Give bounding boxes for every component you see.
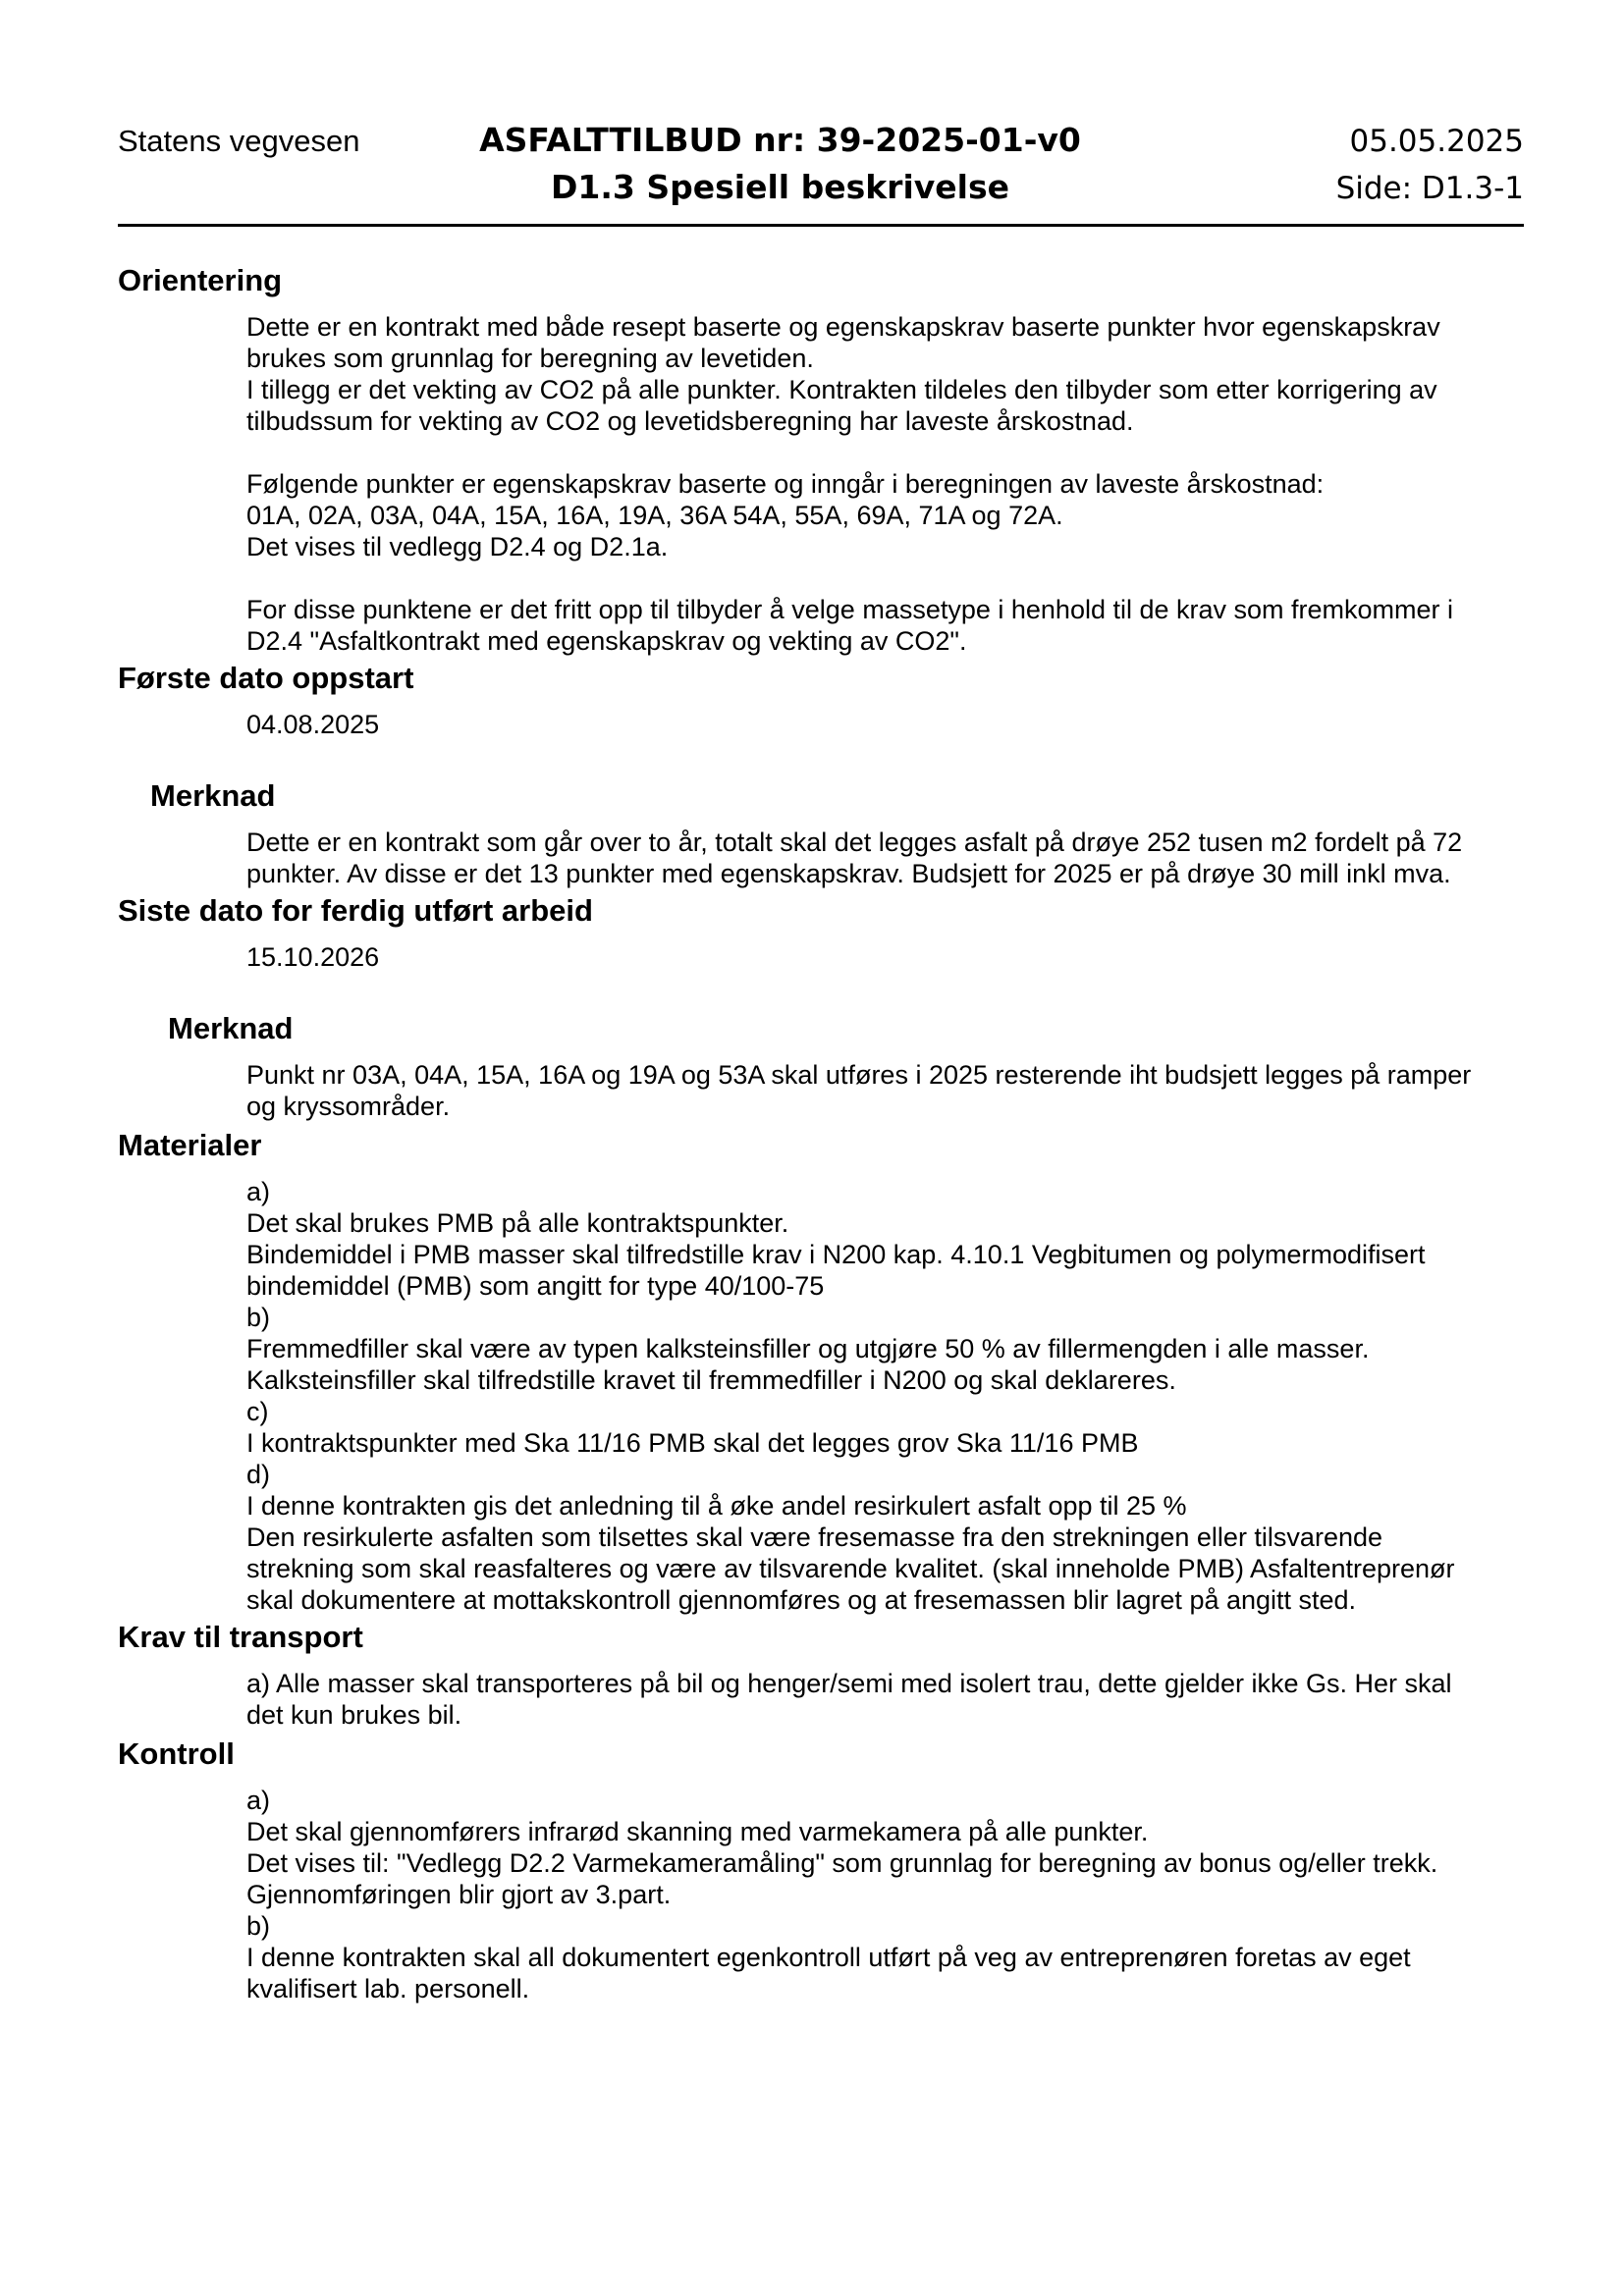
document-title: ASFALTTILBUD nr: 39-2025-01-v0 (479, 121, 1081, 159)
text-line: a) (246, 1786, 271, 1815)
text-line: Det vises til vedlegg D2.4 og D2.1a. (246, 532, 669, 561)
section-heading-transport: Krav til transport (118, 1620, 363, 1654)
text-line: Dette er en kontrakt som går over to år, totalt skal det legges asfalt på drøye 252 tusen m2 fordelt på 72 (246, 828, 1463, 857)
section-body-materialer (246, 1176, 1533, 1616)
section-body-orientering (246, 311, 1533, 657)
document-subtitle: D1.3 Spesiell beskrivelse (551, 168, 1009, 206)
text-line: d) (246, 1460, 271, 1489)
text-line: tilbudssum for vekting av CO2 og levetidsberegning har laveste årskostnad. (246, 406, 1134, 436)
section-heading-kontroll: Kontroll (118, 1736, 235, 1771)
text-line: Punkt nr 03A, 04A, 15A, 16A og 19A og 53A skal utføres i 2025 resterende iht budsjett legges på ramper (246, 1060, 1472, 1090)
text-line: 01A, 02A, 03A, 04A, 15A, 16A, 19A, 36A 54A, 55A, 69A, 71A og 72A. (246, 501, 1063, 530)
text-line: og kryssområder. (246, 1092, 451, 1121)
text-line: Kalksteinsfiller skal tilfredstille kravet til fremmedfiller i N200 og skal deklareres. (246, 1365, 1176, 1395)
text-line: D2.4 "Asfaltkontrakt med egenskapskrav og vekting av CO2". (246, 626, 967, 656)
text-line: Det vises til: "Vedlegg D2.2 Varmekameramåling" som grunnlag for beregning av bonus og/eller trekk. (246, 1848, 1438, 1878)
text-line: For disse punktene er det fritt opp til tilbyder å velge massetype i henhold til de krav som fremkommer i (246, 595, 1454, 624)
organization-name: Statens vegvesen (118, 124, 360, 158)
text-line: brukes som grunnlag for beregning av levetiden. (246, 344, 814, 373)
text-line: Den resirkulerte asfalten som tilsettes skal være fresemasse fra den strekningen eller tilsvarende (246, 1522, 1383, 1552)
text-line: strekning som skal reasfalteres og være av tilsvarende kvalitet. (skal inneholde PMB) Asfaltentreprenør (246, 1554, 1455, 1583)
note-body-start (246, 827, 1533, 889)
text-line: c) (246, 1397, 269, 1426)
text-line: Følgende punkter er egenskapskrav baserte og inngår i beregningen av laveste årskostnad: (246, 469, 1325, 499)
start-date-value: 04.08.2025 (246, 710, 380, 739)
section-heading-forste-dato: Første dato oppstart (118, 661, 414, 695)
section-heading-materialer: Materialer (118, 1128, 262, 1162)
text-line: a) (246, 1177, 271, 1206)
text-line: I denne kontrakten skal all dokumentert egenkontroll utført på veg av entreprenøren foretas av eget (246, 1943, 1411, 1972)
text-line: det kun brukes bil. (246, 1700, 462, 1730)
text-line: skal dokumentere at mottakskontroll gjennomføres og at fresemassen blir lagret på angitt sted. (246, 1585, 1357, 1615)
text-line: Bindemiddel i PMB masser skal tilfredstille krav i N200 kap. 4.10.1 Vegbitumen og polymermodifisert (246, 1240, 1426, 1269)
note-heading: Merknad (150, 778, 276, 813)
section-body-transport (246, 1668, 1533, 1731)
text-line: Det skal gjennomførers infrarød skanning med varmekamera på alle punkter. (246, 1817, 1149, 1846)
end-date-value: 15.10.2026 (246, 942, 380, 972)
text-line: kvalifisert lab. personell. (246, 1974, 530, 2003)
text-line: b) (246, 1303, 271, 1332)
note-body-end (246, 1059, 1533, 1122)
text-line: Fremmedfiller skal være av typen kalksteinsfiller og utgjøre 50 % av fillermengden i alle masser. (246, 1334, 1370, 1363)
note-heading: Merknad (168, 1011, 294, 1045)
text-line: Gjennomføringen blir gjort av 3.part. (246, 1880, 672, 1909)
text-line: I tillegg er det vekting av CO2 på alle punkter. Kontrakten tildeles den tilbyder som etter korrigering av (246, 375, 1437, 404)
header-divider (118, 224, 1524, 227)
text-line: I denne kontrakten gis det anledning til å øke andel resirkulert asfalt opp til 25 % (246, 1491, 1187, 1521)
text-line: b) (246, 1911, 271, 1941)
text-line: Dette er en kontrakt med både resept baserte og egenskapskrav baserte punkter hvor egenskapskrav (246, 312, 1440, 342)
text-line: bindemiddel (PMB) som angitt for type 40/100-75 (246, 1271, 825, 1301)
paragraph-gap (246, 437, 1533, 468)
section-body-kontroll (246, 1785, 1533, 2004)
text-line: a) Alle masser skal transporteres på bil og henger/semi med isolert trau, dette gjelder ikke Gs. Her skal (246, 1669, 1452, 1698)
document-date: 05.05.2025 (1349, 124, 1524, 159)
text-line: punkter. Av disse er det 13 punkter med egenskapskrav. Budsjett for 2025 er på drøye 30 mill inkl mva. (246, 859, 1451, 888)
text-line: Det skal brukes PMB på alle kontraktspunkter. (246, 1208, 789, 1238)
page-number: Side: D1.3-1 (1335, 171, 1524, 206)
paragraph-gap (246, 562, 1533, 594)
text-line: I kontraktspunkter med Ska 11/16 PMB skal det legges grov Ska 11/16 PMB (246, 1428, 1139, 1458)
section-heading-siste-dato: Siste dato for ferdig utført arbeid (118, 893, 593, 928)
section-heading-orientering: Orientering (118, 263, 283, 297)
